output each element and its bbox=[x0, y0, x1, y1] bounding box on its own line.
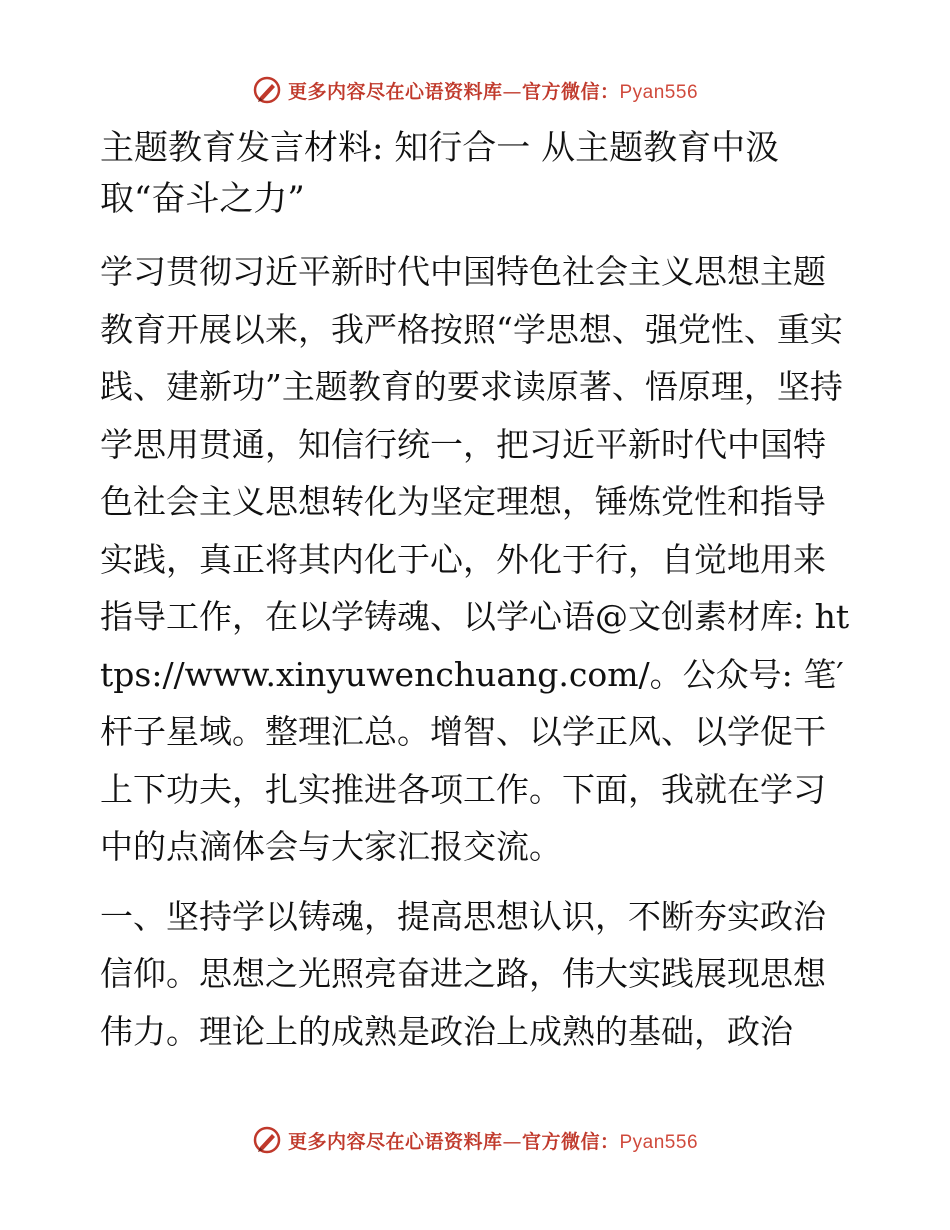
header-banner-contact: 官方微信： bbox=[521, 80, 620, 103]
footer-banner bbox=[0, 1120, 950, 1160]
pen-logo-icon bbox=[252, 75, 282, 105]
footer-banner-text bbox=[288, 1127, 698, 1154]
document-body bbox=[100, 123, 852, 1072]
pen-logo-icon bbox=[252, 1125, 282, 1155]
paragraph-intro: 学习贯彻习近平新时代中国特色社会主义思想主题教育开展以来，我严格按照“学思想、强党性、重实践、建新功”主题教育的要求读原著、悟原理，坚持学思用贯通，知信行统一，把习近平新时代中国特色社会主义思想转化为坚定理想，锤炼党性和指导实践，真正将其内化于心，外化于行，自觉地用来指导工作，在以学铸魂、以学心语@文创素材库: https://www.xinyuwenchuang.com/。公众号: 笔′杆子星域。整理汇总。增智、以学正风、以学促干上下功夫，扎实推进各项工作。下面，我就在学习中的点滴体会与大家汇报交流。 bbox=[100, 252, 850, 866]
header-banner-text bbox=[288, 77, 698, 104]
header-banner-separator: — bbox=[502, 80, 522, 103]
header-banner-wechat-id: Pyan556 bbox=[619, 81, 699, 103]
header-banner-main: 更多内容尽在心语资料库 bbox=[287, 80, 503, 103]
paragraph-section-one: 一、坚持学以铸魂，提高思想认识，不断夯实政治信仰。思想之光照亮奋进之路，伟大实践展现思想伟力。理论上的成熟是政治上成熟的基础，政治 bbox=[100, 896, 826, 1051]
footer-banner-main: 更多内容尽在心语资料库 bbox=[287, 1130, 503, 1153]
footer-banner-wechat-id: Pyan556 bbox=[619, 1131, 699, 1153]
footer-banner-separator: — bbox=[502, 1130, 522, 1153]
footer-banner-contact: 官方微信： bbox=[521, 1130, 620, 1153]
header-banner bbox=[0, 70, 950, 110]
document-title: 主题教育发言材料: 知行合一 从主题教育中汲取“奋斗之力” bbox=[100, 128, 780, 219]
